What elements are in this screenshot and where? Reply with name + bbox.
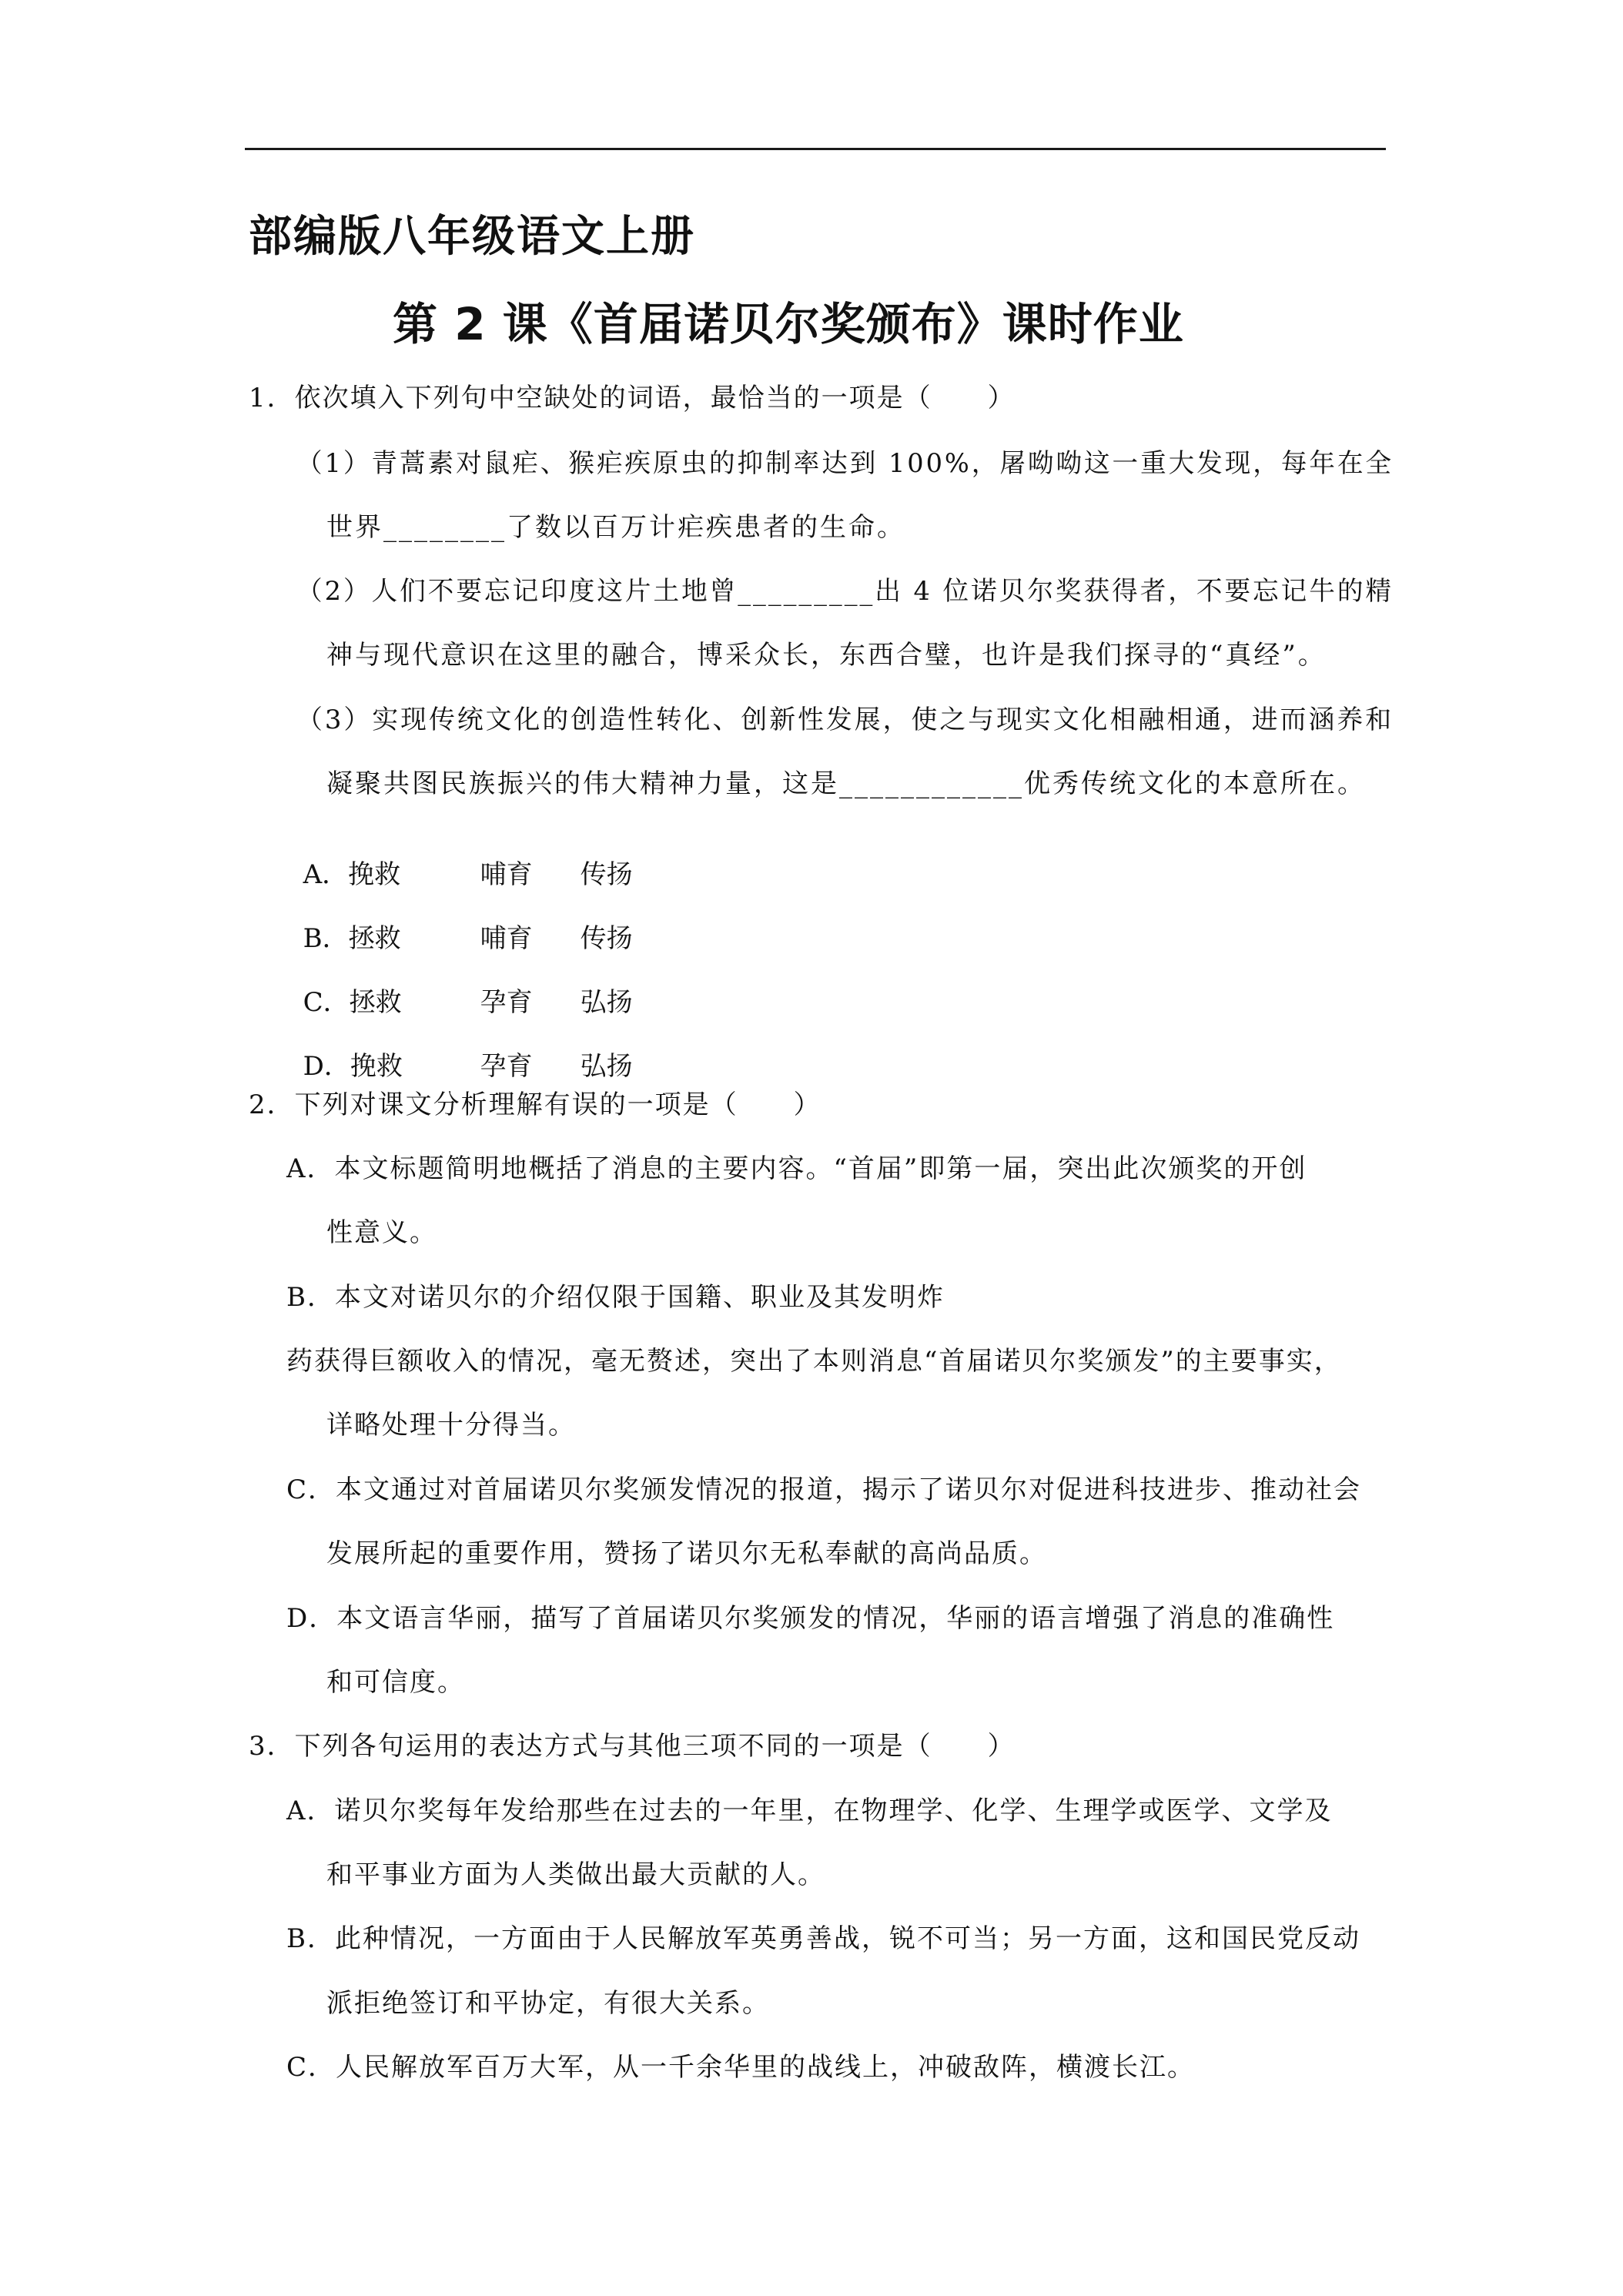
q1-sentence2-line1: （2）人们不要忘记印度这片土地曾_________出 4 位诺贝尔奖获得者，不要忘记牛的精	[296, 576, 1394, 607]
q1-sentence3-line2: 凝聚共图民族振兴的伟大精神力量，这是____________优秀传统文化的本意所在。	[326, 768, 1366, 799]
q2-option-d-line2: 和可信度。	[326, 1667, 465, 1698]
q1-option-c: C．拯救 孕育 弘扬	[303, 987, 633, 1018]
q3-option-b-line2: 派拒绝签订和平协定，有很大关系。	[326, 1988, 770, 2019]
q2-option-b-line2: 药获得巨额收入的情况，毫无赘述，突出了本则消息“首届诺贝尔奖颁发”的主要事实，	[286, 1346, 1342, 1377]
q2-option-c-line2: 发展所起的重要作用，赞扬了诺贝尔无私奉献的高尚品质。	[326, 1538, 1047, 1569]
q2-stem: 2．下列对课文分析理解有误的一项是（ ）	[249, 1089, 822, 1120]
q3-option-a-line2: 和平事业方面为人类做出最大贡献的人。	[326, 1859, 825, 1890]
q2-option-c-line1: C．本文通过对首届诺贝尔奖颁发情况的报道，揭示了诺贝尔对促进科技进步、推动社会	[286, 1474, 1362, 1505]
q3-option-b-line1: B．此种情况，一方面由于人民解放军英勇善战，锐不可当；另一方面，这和国民党反动	[286, 1923, 1360, 1954]
q1-sentence3-line1: （3）实现传统文化的创造性转化、创新性发展，使之与现实文化相融相通，进而涵养和	[296, 705, 1394, 735]
header-rule	[245, 148, 1386, 150]
lesson-title: 第 2 课《首届诺贝尔奖颁布》课时作业	[393, 298, 1184, 350]
q2-option-b-line3: 详略处理十分得当。	[326, 1410, 576, 1441]
q1-sentence1-line2: 世界________了数以百万计疟疾患者的生命。	[326, 512, 905, 543]
q2-option-a-line1: A．本文标题简明地概括了消息的主要内容。“首届”即第一届，突出此次颁奖的开创	[286, 1153, 1307, 1184]
q3-option-a-line1: A．诺贝尔奖每年发给那些在过去的一年里，在物理学、化学、生理学或医学、文学及	[286, 1796, 1333, 1826]
q1-option-d: D．挽救 孕育 弘扬	[303, 1051, 633, 1082]
q2-option-d-line1: D．本文语言华丽，描写了首届诺贝尔奖颁发的情况，华丽的语言增强了消息的准确性	[286, 1603, 1335, 1634]
q3-option-c-line1: C．人民解放军百万大军，从一千余华里的战线上，冲破敌阵，横渡长江。	[286, 2052, 1196, 2083]
q1-option-a: A．挽救 哺育 传扬	[303, 859, 633, 890]
series-title: 部编版八年级语文上册	[249, 212, 695, 262]
q1-stem: 1．依次填入下列句中空缺处的词语，最恰当的一项是（ ）	[249, 383, 1016, 413]
q2-option-a-line2: 性意义。	[326, 1217, 437, 1248]
q1-sentence2-line2: 神与现代意识在这里的融合，博采众长，东西合璧，也许是我们探寻的“真经”。	[326, 640, 1327, 671]
q1-sentence1-line1: （1）青蒿素对鼠疟、猴疟疾原虫的抑制率达到 100%，屠呦呦这一重大发现，每年在全	[296, 448, 1394, 479]
q2-option-b-line1: B．本文对诺贝尔的介绍仅限于国籍、职业及其发明炸	[286, 1282, 945, 1313]
q3-stem: 3．下列各句运用的表达方式与其他三项不同的一项是（ ）	[249, 1731, 1016, 1762]
q1-option-b: B．拯救 哺育 传扬	[303, 923, 633, 954]
